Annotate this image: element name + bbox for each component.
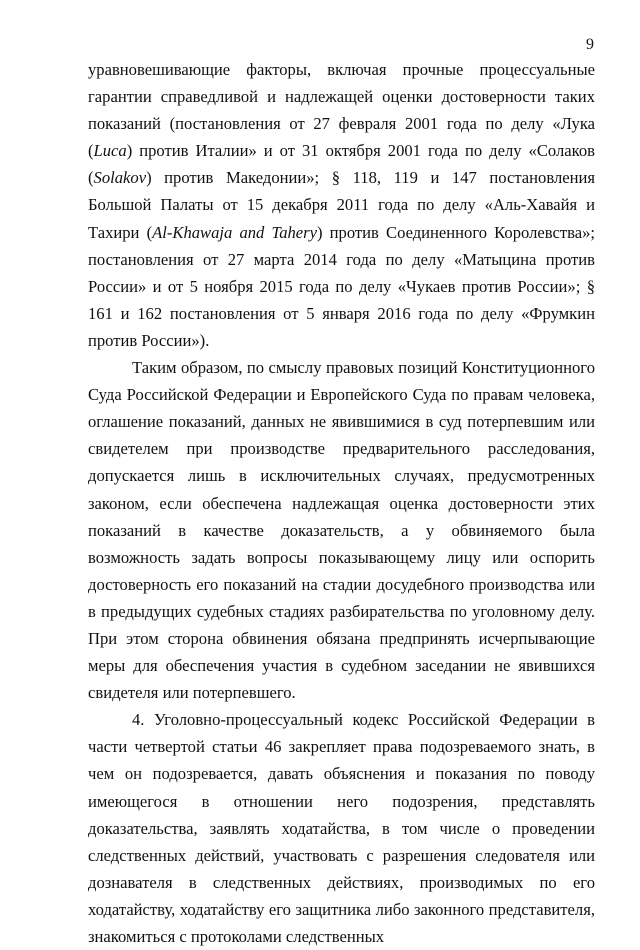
text-run: ) против Соединенного Королевства»; постановления от 27 марта 2014 года по делу «Матыцина против России» и от 5 ноября 2015 года по делу «Чукаев против России»; § 161 и 162 постановления от 5 января 2016 года по делу «Фрумкин против России»). bbox=[88, 222, 595, 350]
text-run: ) против Македонии»; § 118, 119 и 147 постановления Большой Палаты от 15 декабря 2011 года по делу «Аль-Хавайя и Тахири ( bbox=[88, 168, 595, 242]
text-run: ) против Италии» и от 31 октября 2001 года по делу «Солаков ( bbox=[88, 141, 595, 188]
paragraph-2 bbox=[88, 354, 595, 706]
text-run: уравновешивающие факторы, включая прочные процессуальные гарантии справедливой и надлежащей оценки достоверности таких показаний (постановления от 27 февраля 2001 года по делу «Лука ( bbox=[88, 60, 595, 161]
paragraph-3 bbox=[88, 706, 595, 950]
document-body bbox=[88, 56, 595, 950]
page-number: 9 bbox=[586, 36, 594, 53]
italic-text: Luca bbox=[93, 141, 127, 161]
italic-text: Solakov bbox=[93, 168, 147, 188]
text-run: Таким образом, по смыслу правовых позиций Конституционного Суда Российской Федерации и Европейского Суда по правам человека, оглашение показаний, данных не явившимися в суд потерпевшим или свидетелем при производстве предварительного расследования, допускается лишь в исключительных случаях, предусмотренных законом, если обеспечена надлежащая оценка достоверности этих показаний в качестве доказательств, а у обвиняемого была возможность задать вопросы показывающему лицу или оспорить достоверность его показаний на стадии досудебного производства или в предыдущих судебных стадиях разбирательства по уголовному делу. При этом сторона обвинения обязана предпринять исчерпывающие меры для обеспечения участия в судебном заседании не явившихся свидетеля или потерпевшего. bbox=[88, 358, 595, 703]
italic-text: Al-Khawaja and Tahery bbox=[152, 222, 317, 242]
paragraph-1 bbox=[88, 56, 595, 354]
text-run: 4. Уголовно-процессуальный кодекс Российской Федерации в части четвертой статьи 46 закрепляет права подозреваемого знать, в чем он подозревается, давать объяснения и показания по поводу имеющегося в отношении него подозрения, представлять доказательства, заявлять ходатайства, в том числе о проведении следственных действий, участвовать с разрешения следователя или дознавателя в следственных действиях, производимых по его ходатайству, ходатайству его защитника либо законного представителя, знакомиться с протоколами следственных bbox=[88, 710, 595, 946]
